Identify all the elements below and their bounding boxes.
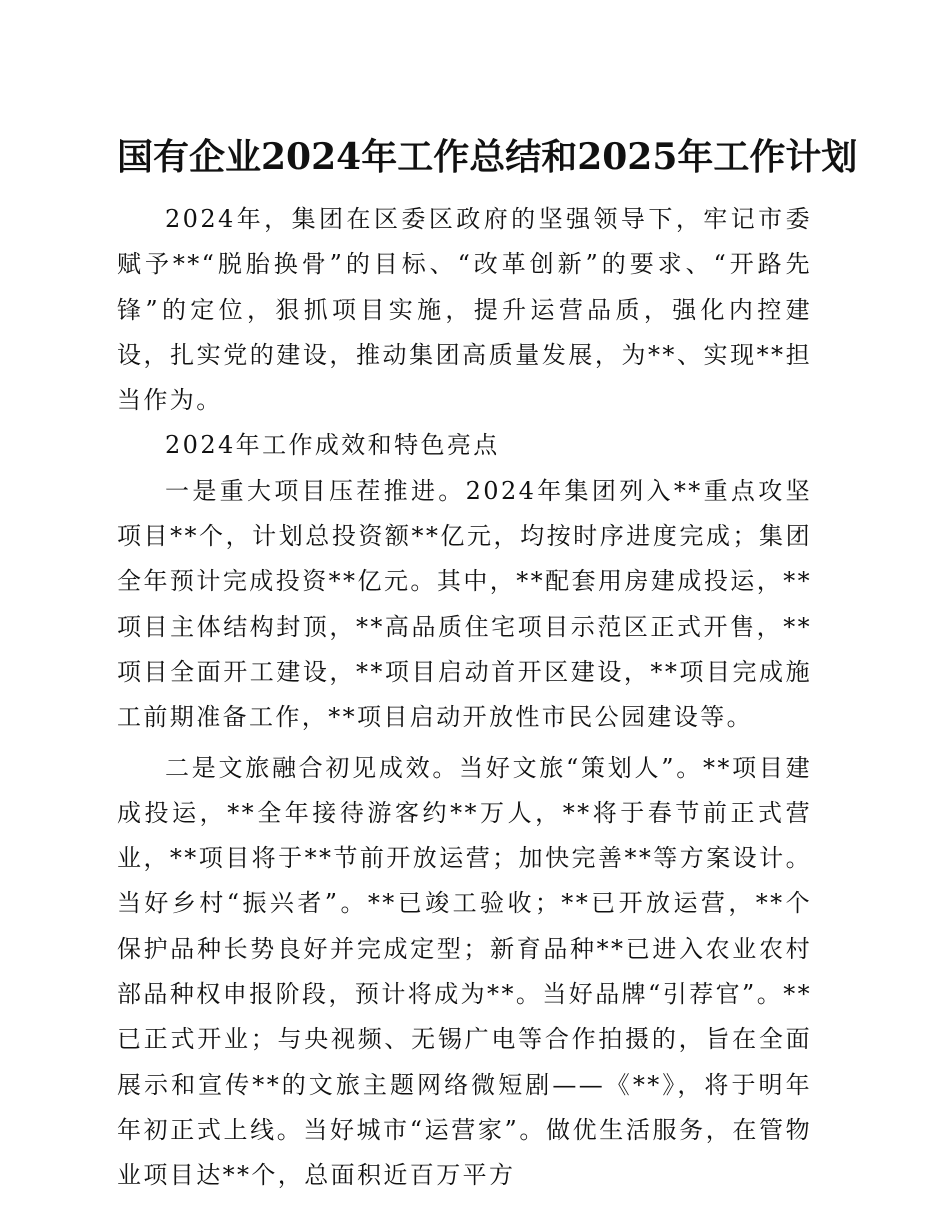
- intro-paragraph: 2024年，集团在区委区政府的坚强领导下，牢记市委赋予**“脱胎换骨”的目标、“改革创新”的要求、“开路先锋”的定位，狠抓项目实施，提升运营品质，强化内控建设，扎实党的建设，推动集团高质量发展，为**、实现**担当作为。: [117, 205, 812, 415]
- document-page: [117, 130, 858, 1199]
- culture-tourism-paragraph: 二是文旅融合初见成效。当好文旅“策划人”。**项目建成投运，**全年接待游客约**万人，**将于春节前正式营业，**项目将于**节前开放运营；加快完善**等方案设计。当好乡村“振兴者”。**已竣工验收；**已开放运营，**个保护品种长势良好并完成定型；新育品种**已进入农业农村部品种权申报阶段，预计将成为**。当好品牌“引荐官”。**已正式开业；与央视频、无锡广电等合作拍摄的，旨在全面展示和宣传**的文旅主题网络微短剧——《**》，将于明年年初正式上线。当好城市“运营家”。做优生活服务，在管物业项目达**个，总面积近百万平方: [117, 753, 812, 1190]
- major-projects-paragraph: 一是重大项目压茬推进。2024年集团列入**重点攻坚项目**个，计划总投资额**亿元，均按时序进度完成；集团全年预计完成投资**亿元。其中，**配套用房建成投运，**项目主体结构封顶，**高品质住宅项目示范区正式开售，**项目全面开工建设，**项目启动首开区建设，**项目完成施工前期准备工作，**项目启动开放性市民公园建设等。: [117, 476, 812, 732]
- section-heading: 2024年工作成效和特色亮点: [165, 431, 500, 460]
- document-title: 国有企业2024年工作总结和2025年工作计划: [117, 136, 858, 178]
